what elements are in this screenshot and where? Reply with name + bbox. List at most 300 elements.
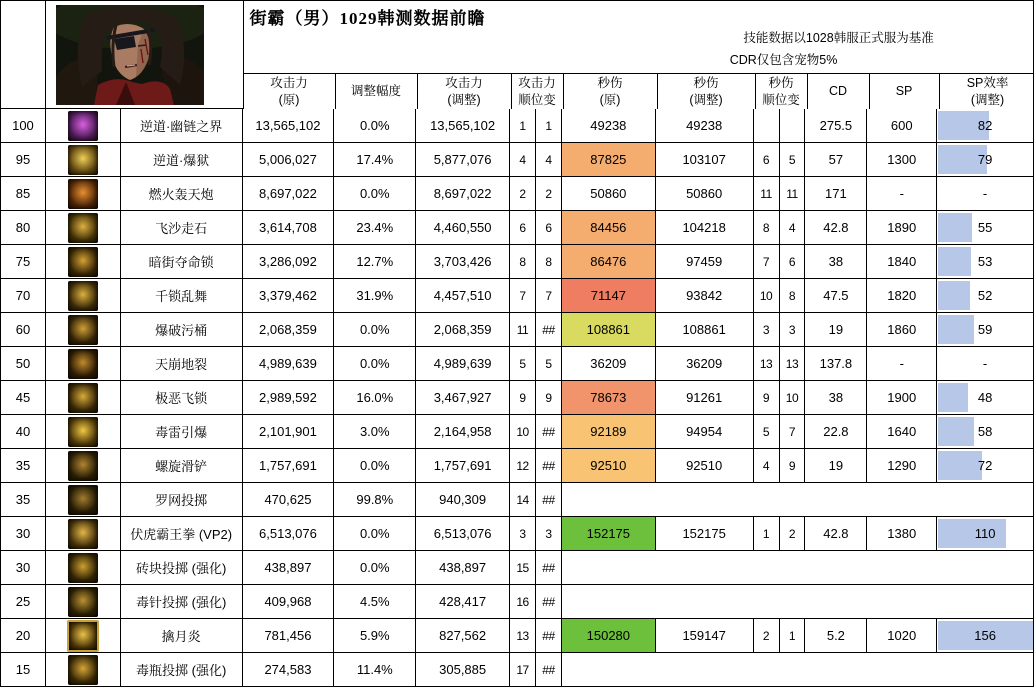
cell-sp-efficiency[interactable] <box>937 177 1033 211</box>
cell-attack-rank-before[interactable]: 5 <box>510 347 536 381</box>
cell-dps-original[interactable]: 108861 <box>562 313 656 347</box>
cell-dps-original[interactable]: 86476 <box>562 245 656 279</box>
cell-dps-merged-empty[interactable] <box>562 585 1033 619</box>
cell-skill-icon[interactable] <box>46 211 121 245</box>
sp-efficiency-value: 156 <box>974 628 996 643</box>
cell-skill-icon[interactable] <box>46 619 121 653</box>
cell-dps-rank-before[interactable]: 11 <box>754 177 780 211</box>
cell-attack-adjusted[interactable]: 940,309 <box>416 483 510 517</box>
cell-dps-rank-after[interactable]: 2 <box>780 517 806 551</box>
cell-attack-rank-after[interactable]: ## <box>536 653 562 687</box>
sp-efficiency-data-bar <box>938 519 1006 548</box>
cell-skill-icon[interactable] <box>46 245 121 279</box>
cell-attack-adjusted[interactable]: 428,417 <box>416 585 510 619</box>
sp-efficiency-value: 53 <box>977 254 993 269</box>
cell-dps-rank-before[interactable]: 8 <box>754 211 780 245</box>
sp-efficiency-value: 110 <box>974 526 996 541</box>
cell-attack-rank-before[interactable]: 15 <box>510 551 536 585</box>
cell-attack-original[interactable]: 3,379,462 <box>243 279 335 313</box>
cell-attack-rank-before[interactable]: 12 <box>510 449 536 483</box>
sp-efficiency-data-bar <box>938 315 974 344</box>
cell-skill-level[interactable]: 70 <box>1 279 46 313</box>
cell-skill-level[interactable]: 25 <box>1 585 46 619</box>
cell-attack-rank-after[interactable]: 5 <box>536 347 562 381</box>
cell-skill-name[interactable]: 毒针投掷 (强化) <box>121 585 243 619</box>
table-row <box>1 517 1033 551</box>
skill-icon-jie-feisuo <box>68 383 98 413</box>
cell-skill-name[interactable]: 伏虎霸王拳 (VP2) <box>121 517 243 551</box>
cell-dps-rank-before[interactable]: 13 <box>754 347 780 381</box>
skill-icon-nidao-baoyu <box>68 145 98 175</box>
cell-skill-icon[interactable] <box>46 483 121 517</box>
cell-cd[interactable]: 42.8 <box>805 211 867 245</box>
col-header-attack-adjusted[interactable]: 攻击力 (调整) <box>418 74 512 109</box>
portrait-cell <box>46 1 243 109</box>
cell-skill-level[interactable]: 50 <box>1 347 46 381</box>
cell-sp-efficiency[interactable] <box>937 347 1033 381</box>
cell-dps-adjusted[interactable]: 152175 <box>656 517 754 551</box>
cell-attack-original[interactable]: 6,513,076 <box>243 517 335 551</box>
table-row <box>1 313 1033 347</box>
cell-skill-icon[interactable] <box>46 109 121 143</box>
cell-adjust-rate[interactable]: 0.0% <box>334 313 416 347</box>
cell-attack-rank-before[interactable]: 2 <box>510 177 536 211</box>
cell-skill-name[interactable]: 天崩地裂 <box>121 347 243 381</box>
sp-efficiency-data-bar <box>938 281 970 310</box>
cell-sp-efficiency[interactable] <box>937 211 1033 245</box>
cell-dps-rank-before[interactable]: 2 <box>754 619 780 653</box>
skill-icon-luoxuan-huachan <box>68 451 98 481</box>
cell-skill-icon[interactable] <box>46 381 121 415</box>
cell-skill-level[interactable]: 80 <box>1 211 46 245</box>
cell-skill-icon[interactable] <box>46 177 121 211</box>
cell-dps-adjusted[interactable]: 93842 <box>656 279 754 313</box>
cell-dps-adjusted[interactable]: 97459 <box>656 245 754 279</box>
cell-sp-efficiency[interactable] <box>937 245 1033 279</box>
cell-attack-rank-before[interactable]: 4 <box>510 143 536 177</box>
character-portrait <box>56 5 204 105</box>
cell-skill-icon[interactable] <box>46 517 121 551</box>
cell-dps-original[interactable]: 87825 <box>562 143 656 177</box>
cell-attack-adjusted[interactable]: 827,562 <box>416 619 510 653</box>
table-row <box>1 483 1033 517</box>
cell-sp[interactable]: 1890 <box>867 211 937 245</box>
cell-dps-rank-after[interactable]: 4 <box>780 211 806 245</box>
cell-dps-rank-before[interactable]: 7 <box>754 245 780 279</box>
cell-skill-name[interactable]: 罗网投掷 <box>121 483 243 517</box>
cell-attack-rank-after[interactable]: 3 <box>536 517 562 551</box>
cell-attack-rank-after[interactable]: ## <box>536 551 562 585</box>
cell-skill-name[interactable]: 飞沙走石 <box>121 211 243 245</box>
cell-cd[interactable]: 42.8 <box>805 517 867 551</box>
cell-skill-level[interactable]: 35 <box>1 483 46 517</box>
cell-dps-rank-before[interactable]: 10 <box>754 279 780 313</box>
cell-dps-adjusted[interactable]: 159147 <box>656 619 754 653</box>
cell-dps-rank-before[interactable]: 1 <box>754 517 780 551</box>
note-baseline: 技能数据以1028韩服正式服为基准 <box>743 31 934 45</box>
skill-icon-duping-touzhi <box>68 655 98 685</box>
cell-adjust-rate[interactable]: 99.8% <box>334 483 416 517</box>
cell-attack-original[interactable]: 2,068,359 <box>243 313 335 347</box>
cell-dps-rank-after[interactable]: 5 <box>780 143 806 177</box>
cell-skill-icon[interactable] <box>46 415 121 449</box>
cell-adjust-rate[interactable]: 16.0% <box>334 381 416 415</box>
sp-efficiency-value: 59 <box>977 322 993 337</box>
cell-sp-efficiency[interactable] <box>937 619 1033 653</box>
cell-skill-name[interactable]: 爆破污桶 <box>121 313 243 347</box>
cell-dps-adjusted[interactable]: 50860 <box>656 177 754 211</box>
cell-attack-rank-after[interactable]: ## <box>536 483 562 517</box>
table-row <box>1 585 1033 619</box>
cell-dps-rank-after[interactable]: 1 <box>780 619 806 653</box>
col-header-dps-original[interactable]: 秒伤 (原) <box>564 74 658 109</box>
cell-dps-rank-after[interactable]: 13 <box>780 347 806 381</box>
cell-skill-name[interactable]: 螺旋滑铲 <box>121 449 243 483</box>
cell-dps-original[interactable]: 84456 <box>562 211 656 245</box>
cell-sp[interactable]: 1300 <box>867 143 937 177</box>
cell-adjust-rate[interactable]: 12.7% <box>334 245 416 279</box>
column-header-row <box>244 73 1034 109</box>
cell-dps-rank-after[interactable]: 3 <box>780 313 806 347</box>
title-area <box>243 1 1033 109</box>
cell-sp[interactable]: 1840 <box>867 245 937 279</box>
table-row <box>1 551 1033 585</box>
sp-efficiency-data-bar <box>938 417 974 446</box>
cell-cd[interactable]: 137.8 <box>805 347 867 381</box>
cell-sp-efficiency[interactable] <box>937 143 1033 177</box>
cell-adjust-rate[interactable]: 4.5% <box>334 585 416 619</box>
cell-attack-adjusted[interactable]: 2,164,958 <box>416 415 510 449</box>
cell-dps-original[interactable]: 150280 <box>562 619 656 653</box>
cell-sp-efficiency[interactable] <box>937 517 1033 551</box>
cell-adjust-rate[interactable]: 0.0% <box>334 347 416 381</box>
table-row <box>1 143 1033 177</box>
cell-attack-rank-after[interactable]: ## <box>536 415 562 449</box>
cell-sp[interactable]: 1640 <box>867 415 937 449</box>
cell-skill-icon[interactable] <box>46 585 121 619</box>
cell-dps-original[interactable]: 92189 <box>562 415 656 449</box>
cell-adjust-rate[interactable]: 31.9% <box>334 279 416 313</box>
table-row <box>1 177 1033 211</box>
cell-skill-level[interactable]: 100 <box>1 109 46 143</box>
cell-attack-rank-after[interactable]: 4 <box>536 143 562 177</box>
cell-attack-adjusted[interactable]: 5,877,076 <box>416 143 510 177</box>
cell-skill-icon[interactable] <box>46 143 121 177</box>
col-header-attack-original[interactable]: 攻击力 (原) <box>244 74 336 109</box>
cell-cd[interactable]: 57 <box>805 143 867 177</box>
cell-attack-original[interactable]: 438,897 <box>243 551 335 585</box>
cell-attack-original[interactable]: 4,989,639 <box>243 347 335 381</box>
cell-attack-rank-before[interactable]: 3 <box>510 517 536 551</box>
corner-cell[interactable] <box>1 1 46 109</box>
skill-icon-zhuankuai-touzhi <box>68 553 98 583</box>
skill-table-body <box>1 109 1033 687</box>
cell-skill-name[interactable]: 燃火轰天炮 <box>121 177 243 211</box>
cell-adjust-rate[interactable]: 5.9% <box>334 619 416 653</box>
cell-attack-original[interactable]: 2,989,592 <box>243 381 335 415</box>
cell-dps-adjusted[interactable]: 91261 <box>656 381 754 415</box>
cell-sp-efficiency[interactable] <box>937 279 1033 313</box>
cell-adjust-rate[interactable]: 23.4% <box>334 211 416 245</box>
table-row <box>1 415 1033 449</box>
cell-skill-icon[interactable] <box>46 653 121 687</box>
table-row <box>1 653 1033 687</box>
sp-efficiency-value: 55 <box>977 220 993 235</box>
cell-sp-efficiency[interactable] <box>937 381 1033 415</box>
col-header-adjust-rate[interactable]: 调整幅度 <box>336 74 418 109</box>
cell-skill-name[interactable]: 毒雷引爆 <box>121 415 243 449</box>
cell-dps-rank-before[interactable]: 9 <box>754 381 780 415</box>
cell-dps-rank-after[interactable]: 6 <box>780 245 806 279</box>
cell-dps-adjusted[interactable]: 108861 <box>656 313 754 347</box>
cell-sp[interactable]: - <box>867 347 937 381</box>
sp-efficiency-data-bar <box>938 451 982 480</box>
cell-attack-adjusted[interactable]: 2,068,359 <box>416 313 510 347</box>
cell-cd[interactable]: 47.5 <box>805 279 867 313</box>
cell-dps-original[interactable]: 71147 <box>562 279 656 313</box>
cell-skill-level[interactable]: 35 <box>1 449 46 483</box>
note-cdr: CDR仅包含宠物5% <box>729 53 838 67</box>
cell-dps-rank-after[interactable]: 9 <box>780 449 806 483</box>
cell-cd[interactable]: 22.8 <box>805 415 867 449</box>
cell-dps-rank-before[interactable]: 3 <box>754 313 780 347</box>
cell-adjust-rate[interactable]: 0.0% <box>334 449 416 483</box>
cell-skill-level[interactable]: 20 <box>1 619 46 653</box>
cell-adjust-rate[interactable]: 11.4% <box>334 653 416 687</box>
cell-attack-rank-after[interactable]: ## <box>536 585 562 619</box>
skill-icon-nidao-youlian <box>68 111 98 141</box>
col-header-dps-adjusted[interactable]: 秒伤 (调整) <box>658 74 756 109</box>
cell-attack-rank-after[interactable]: ## <box>536 619 562 653</box>
sp-efficiency-value: 48 <box>977 390 993 405</box>
cell-sp[interactable]: 1380 <box>867 517 937 551</box>
sp-efficiency-value: - <box>982 356 988 371</box>
skill-icon-luowang-touzhi <box>68 485 98 515</box>
table-row <box>1 347 1033 381</box>
cell-dps-adjusted[interactable]: 94954 <box>656 415 754 449</box>
cell-dps-adjusted[interactable]: 49238 <box>656 109 754 143</box>
skill-icon-baopo-wutong <box>68 315 98 345</box>
cell-cd[interactable]: 38 <box>805 381 867 415</box>
cell-attack-adjusted[interactable]: 8,697,022 <box>416 177 510 211</box>
cell-attack-original[interactable]: 274,583 <box>243 653 335 687</box>
cell-dps-rank-after[interactable]: 8 <box>780 279 806 313</box>
cell-attack-rank-before[interactable]: 9 <box>510 381 536 415</box>
cell-skill-icon[interactable] <box>46 551 121 585</box>
col-header-cd[interactable]: CD <box>808 74 870 109</box>
cell-skill-name[interactable]: 逆道·爆狱 <box>121 143 243 177</box>
cell-sp-efficiency[interactable] <box>937 449 1033 483</box>
col-header-sp-efficiency[interactable]: SP效率 (调整) <box>966 76 1009 107</box>
cell-dps-merged-empty[interactable] <box>562 653 1033 687</box>
skill-icon-dulei-yinbao <box>68 417 98 447</box>
cell-attack-original[interactable]: 781,456 <box>243 619 335 653</box>
cell-skill-level[interactable]: 30 <box>1 517 46 551</box>
cell-attack-rank-after[interactable]: ## <box>536 313 562 347</box>
cell-skill-level[interactable]: 45 <box>1 381 46 415</box>
cell-attack-rank-before[interactable]: 8 <box>510 245 536 279</box>
cell-skill-name[interactable]: 砖块投掷 (强化) <box>121 551 243 585</box>
cell-skill-icon[interactable] <box>46 313 121 347</box>
cell-attack-original[interactable]: 470,625 <box>243 483 335 517</box>
skill-icon-qiansuo-luanwu <box>68 281 98 311</box>
skill-icon-ranhuo-hongtianpao <box>68 179 98 209</box>
cell-dps-rank-after[interactable]: 7 <box>780 415 806 449</box>
cell-attack-rank-after[interactable]: 6 <box>536 211 562 245</box>
cell-dps-merged-empty[interactable] <box>562 551 1033 585</box>
cell-attack-rank-before[interactable]: 17 <box>510 653 536 687</box>
cell-adjust-rate[interactable]: 0.0% <box>334 517 416 551</box>
cell-attack-adjusted[interactable]: 438,897 <box>416 551 510 585</box>
table-row <box>1 619 1033 653</box>
skill-icon-qinyueyan <box>67 620 99 652</box>
cell-attack-original[interactable]: 2,101,901 <box>243 415 335 449</box>
skill-icon-feisha-zoushi <box>68 213 98 243</box>
cell-attack-rank-before[interactable]: 6 <box>510 211 536 245</box>
cell-sp-efficiency[interactable] <box>937 415 1033 449</box>
cell-skill-level[interactable]: 95 <box>1 143 46 177</box>
cell-attack-original[interactable]: 1,757,691 <box>243 449 335 483</box>
cell-dps-rank-before[interactable]: 4 <box>754 449 780 483</box>
cell-dps-adjusted[interactable]: 103107 <box>656 143 754 177</box>
cell-skill-name[interactable]: 毒瓶投掷 (强化) <box>121 653 243 687</box>
cell-cd[interactable]: 38 <box>805 245 867 279</box>
cell-sp[interactable]: 1020 <box>867 619 937 653</box>
cell-attack-adjusted[interactable]: 305,885 <box>416 653 510 687</box>
sp-efficiency-data-bar <box>938 383 967 412</box>
cell-sp[interactable]: 600 <box>867 109 937 143</box>
sp-efficiency-value: 52 <box>977 288 993 303</box>
cell-skill-level[interactable]: 85 <box>1 177 46 211</box>
cell-sp[interactable]: 1290 <box>867 449 937 483</box>
cell-dps-rank-before[interactable]: 5 <box>754 415 780 449</box>
cell-attack-original[interactable]: 13,565,102 <box>243 109 335 143</box>
cell-attack-original[interactable]: 409,968 <box>243 585 335 619</box>
cell-attack-rank-after[interactable]: 1 <box>536 109 562 143</box>
sp-efficiency-data-bar <box>938 213 972 242</box>
cell-sp[interactable]: - <box>867 177 937 211</box>
sp-efficiency-value: 79 <box>977 152 993 167</box>
cell-attack-adjusted[interactable]: 3,703,426 <box>416 245 510 279</box>
cell-adjust-rate[interactable]: 0.0% <box>334 551 416 585</box>
cell-skill-name[interactable]: 逆道·幽链之界 <box>121 109 243 143</box>
cell-attack-rank-after[interactable]: 2 <box>536 177 562 211</box>
cell-dps-original[interactable]: 152175 <box>562 517 656 551</box>
cell-attack-adjusted[interactable]: 3,467,927 <box>416 381 510 415</box>
header-band <box>1 1 1033 109</box>
cell-attack-adjusted[interactable]: 13,565,102 <box>416 109 510 143</box>
cell-adjust-rate[interactable]: 0.0% <box>334 109 416 143</box>
cell-dps-original[interactable]: 78673 <box>562 381 656 415</box>
cell-skill-name[interactable]: 擒月炎 <box>121 619 243 653</box>
cell-cd[interactable]: 19 <box>805 313 867 347</box>
cell-attack-rank-after[interactable]: 7 <box>536 279 562 313</box>
cell-attack-original[interactable]: 5,006,027 <box>243 143 335 177</box>
cell-dps-rank-after[interactable] <box>780 109 806 143</box>
cell-skill-icon[interactable] <box>46 347 121 381</box>
cell-dps-adjusted[interactable]: 36209 <box>656 347 754 381</box>
cell-skill-level[interactable]: 60 <box>1 313 46 347</box>
cell-cd[interactable]: 171 <box>805 177 867 211</box>
col-header-attack-rank-change[interactable]: 攻击力 顺位变 <box>512 74 564 109</box>
table-row <box>1 109 1033 143</box>
cell-attack-rank-before[interactable]: 16 <box>510 585 536 619</box>
cell-attack-adjusted[interactable]: 4,457,510 <box>416 279 510 313</box>
table-row <box>1 279 1033 313</box>
cell-dps-original[interactable]: 36209 <box>562 347 656 381</box>
cell-skill-level[interactable]: 40 <box>1 415 46 449</box>
cell-skill-level[interactable]: 15 <box>1 653 46 687</box>
cell-skill-name[interactable]: 千锁乱舞 <box>121 279 243 313</box>
cell-attack-rank-before[interactable]: 10 <box>510 415 536 449</box>
cell-attack-rank-before[interactable]: 1 <box>510 109 536 143</box>
cell-attack-original[interactable]: 3,614,708 <box>243 211 335 245</box>
cell-skill-name[interactable]: 暗街夺命锁 <box>121 245 243 279</box>
cell-attack-rank-after[interactable]: 8 <box>536 245 562 279</box>
cell-skill-level[interactable]: 30 <box>1 551 46 585</box>
cell-dps-adjusted[interactable]: 92510 <box>656 449 754 483</box>
cell-skill-level[interactable]: 75 <box>1 245 46 279</box>
cell-dps-original[interactable]: 49238 <box>562 109 656 143</box>
cell-sp[interactable]: 1860 <box>867 313 937 347</box>
cell-attack-rank-after[interactable]: ## <box>536 449 562 483</box>
cell-dps-original[interactable]: 50860 <box>562 177 656 211</box>
cell-attack-rank-before[interactable]: 13 <box>510 619 536 653</box>
cell-sp-efficiency[interactable] <box>937 109 1033 143</box>
cell-sp[interactable]: 1900 <box>867 381 937 415</box>
sp-efficiency-value: - <box>982 186 988 201</box>
cell-sp[interactable]: 1820 <box>867 279 937 313</box>
sp-efficiency-value: 72 <box>977 458 993 473</box>
cell-dps-adjusted[interactable]: 104218 <box>656 211 754 245</box>
cell-skill-icon[interactable] <box>46 279 121 313</box>
cell-attack-original[interactable]: 3,286,092 <box>243 245 335 279</box>
cell-cd[interactable]: 275.5 <box>805 109 867 143</box>
cell-adjust-rate[interactable]: 0.0% <box>334 177 416 211</box>
cell-attack-adjusted[interactable]: 4,989,639 <box>416 347 510 381</box>
cell-attack-rank-after[interactable]: 9 <box>536 381 562 415</box>
cell-attack-original[interactable]: 8,697,022 <box>243 177 335 211</box>
cell-attack-adjusted[interactable]: 4,460,550 <box>416 211 510 245</box>
skill-icon-anjie-duomingsuo <box>68 247 98 277</box>
cell-skill-name[interactable]: 极恶飞锁 <box>121 381 243 415</box>
cell-dps-rank-before[interactable] <box>754 109 780 143</box>
cell-attack-adjusted[interactable]: 6,513,076 <box>416 517 510 551</box>
cell-dps-original[interactable]: 92510 <box>562 449 656 483</box>
cell-sp-efficiency[interactable] <box>937 313 1033 347</box>
cell-dps-rank-before[interactable]: 6 <box>754 143 780 177</box>
table-row <box>1 381 1033 415</box>
table-row <box>1 211 1033 245</box>
cell-dps-rank-after[interactable]: 11 <box>780 177 806 211</box>
cell-cd[interactable]: 19 <box>805 449 867 483</box>
skill-icon-duzhen-touzhi <box>68 587 98 617</box>
cell-skill-icon[interactable] <box>46 449 121 483</box>
cell-attack-rank-before[interactable]: 11 <box>510 313 536 347</box>
cell-attack-adjusted[interactable]: 1,757,691 <box>416 449 510 483</box>
skill-icon-fuhu-bawangquan <box>68 519 98 549</box>
cell-adjust-rate[interactable]: 3.0% <box>334 415 416 449</box>
cell-cd[interactable]: 5.2 <box>805 619 867 653</box>
cell-dps-rank-after[interactable]: 10 <box>780 381 806 415</box>
cell-attack-rank-before[interactable]: 14 <box>510 483 536 517</box>
col-header-sp[interactable]: SP <box>870 74 940 109</box>
cell-attack-rank-before[interactable]: 7 <box>510 279 536 313</box>
col-header-dps-rank-change[interactable]: 秒伤 顺位变 <box>756 74 808 109</box>
page-title: 街霸（男）1029韩测数据前瞻 <box>249 9 486 28</box>
cell-dps-merged-empty[interactable] <box>562 483 1033 517</box>
cell-adjust-rate[interactable]: 17.4% <box>334 143 416 177</box>
